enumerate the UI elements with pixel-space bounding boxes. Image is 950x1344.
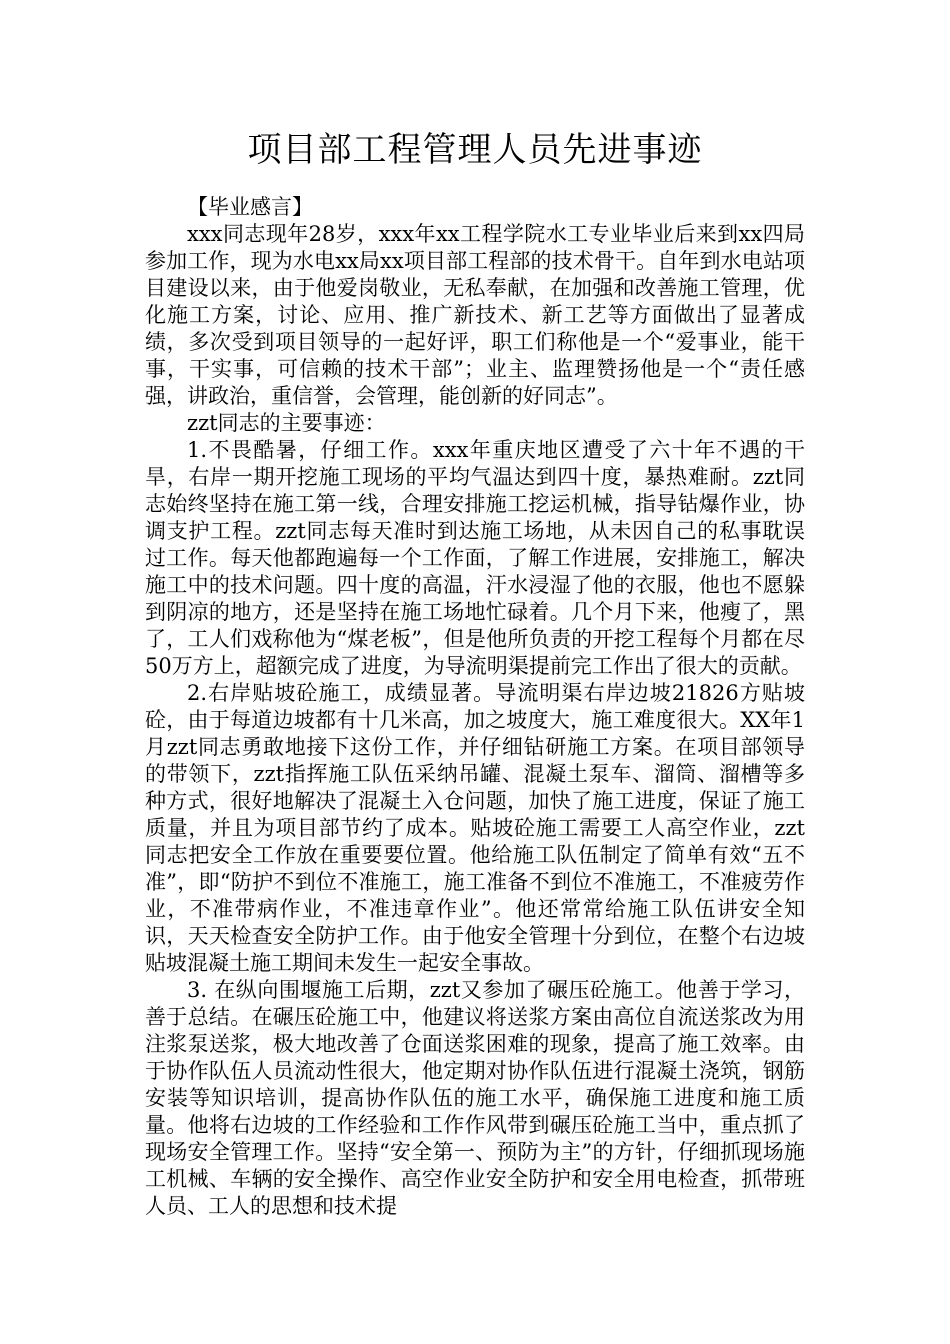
section-tag: 【毕业感言】 bbox=[187, 195, 313, 219]
paragraph-intro: xxx同志现年28岁，xxx年xx工程学院水工专业毕业后来到xx四局参加工作，现为水电xx局xx项目部工程部的技术骨干。自年到水电站项目建设以来，由于他爱岗敬业，无私奉献，在加强和改善施工管理，优化施工方案，讨论、应用、推广新技术、新工艺等方面做出了显著成绩，多次受到项目领导的一起好评，职工们称他是一个“爱事业，能干事，干实事，可信赖的技术干部”；业主、监理赞扬他是一个“责任感强，讲政治，重信誉，会管理，能创新的好同志”。 bbox=[145, 222, 805, 408]
document-page bbox=[145, 128, 805, 1220]
paragraph-deed-1: 1.不畏酷暑，仔细工作。xxx年重庆地区遭受了六十年不遇的干旱，右岸一期开挖施工现场的平均气温达到四十度，暴热难耐。zzt同志始终坚持在施工第一线，合理安排施工挖运机械，指导钻爆作业，协调支护工程。zzt同志每天准时到达施工场地，从未因自己的私事耽误过工作。每天他都跑遍每一个工作面，了解工作进展，安排施工，解决施工中的技术问题。四十度的高温，汗水浸湿了他的衣服，他也不愿躲到阴凉的地方，还是坚持在施工场地忙碌着。几个月下来，他瘦了，黑了，工人们戏称他为“煤老板”，但是他所负责的开挖工程每个月都在尽50万方上，超额完成了进度，为导流明渠提前完工作出了很大的贡献。 bbox=[145, 438, 805, 678]
paragraph-deed-2: 2.右岸贴坡砼施工，成绩显著。导流明渠右岸边坡21826方贴坡砼，由于每道边坡都有十几米高，加之坡度大，施工难度很大。XX年1月zzt同志勇敢地接下这份工作，并仔细钻研施工方案。在项目部领导的带领下，zzt指挥施工队伍采纳吊罐、混凝土泵车、溜筒、溜槽等多种方式，很好地解决了混凝土入仓问题，加快了施工进度，保证了施工质量，并且为项目部节约了成本。贴坡砼施工需要工人高空作业，zzt同志把安全工作放在重要要位置。他给施工队伍制定了简单有效“五不准”，即“防护不到位不准施工，施工准备不到位不准施工，不准疲劳作业，不准带病作业，不准违章作业”。他还常常给施工队伍讲安全知识，天天检查安全防护工作。由于他安全管理十分到位，在整个右边坡贴坡混凝土施工期间未发生一起安全事故。 bbox=[145, 681, 805, 975]
paragraph-main-deeds-heading: zzt同志的主要事迹： bbox=[187, 411, 386, 435]
paragraph-deed-3: 3. 在纵向围堰施工后期，zzt又参加了碾压砼施工。他善于学习，善于总结。在碾压砼施工中，他建议将送浆方案由高位自流送浆改为用注浆泵送浆，极大地改善了仓面送浆困难的现象，提高了施工效率。由于协作队伍人员流动性很大，他定期对协作队伍进行混凝土浇筑，钢筋安装等知识培训，提高协作队伍的施工水平，确保施工进度和施工质量。他将右边坡的工作经验和工作作风带到碾压砼施工当中，重点抓了现场安全管理工作。坚持“安全第一、预防为主”的方针，仔细抓现场施工机械、车辆的安全操作、高空作业安全防护和安全用电检查，抓带班人员、工人的思想和技术提 bbox=[145, 978, 805, 1218]
document-title: 项目部工程管理人员先进事迹 bbox=[247, 130, 703, 170]
